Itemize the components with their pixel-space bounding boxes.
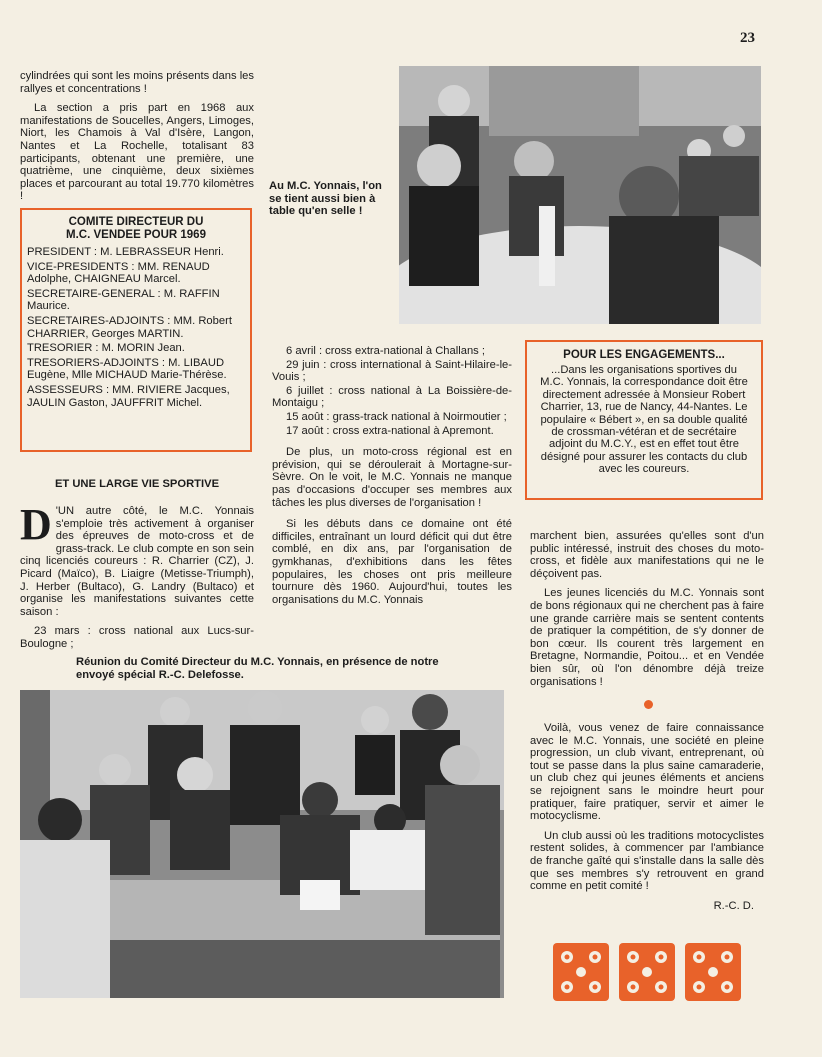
- comite-entry: VICE-PRESIDENTS : MM. RENAUD Adolphe, CHAIGNEAU Marcel.: [27, 260, 210, 286]
- photo-dinner-table: [399, 66, 761, 324]
- photo-dinner-image: [399, 66, 761, 324]
- column2-text: [272, 345, 512, 613]
- photo-caption: Réunion du Comité Directeur du M.C. Yonnais, en présence de notre envoyé spécial R.-C. Delefosse.: [76, 656, 439, 681]
- ornament-icon: [553, 943, 743, 1001]
- drop-cap: D: [20, 500, 52, 549]
- event-item: 29 juin : cross international à Saint-Hilaire-le-Vouis ;: [272, 358, 512, 384]
- event-item: 6 avril : cross extra-national à Challans ;: [286, 345, 485, 357]
- photo-committee-meeting: [20, 690, 504, 998]
- paragraph: De plus, un moto-cross régional est en prévision, qui se déroulerait à Mortagne-sur-Sèvre. On le voit, le M.C. Yonnais ne manque pas d'occasions d'occuper ses membres aux tâches les plus diverses de l'organisation !: [272, 446, 512, 509]
- paragraph: marchent bien, assurées qu'elles sont d'un public intéressé, instruit des choses du moto-cross, et fidèle aux manifestations qui ne le déçoivent pas.: [530, 530, 764, 580]
- comite-entry: SECRETAIRE-GENERAL : M. RAFFIN Maurice.: [27, 287, 220, 313]
- comite-entry: PRESIDENT : M. LEBRASSEUR Henri.: [27, 246, 224, 258]
- box-title: POUR LES ENGAGEMENTS...: [563, 349, 725, 361]
- event-item: 15 août : grass-track national à Noirmoutier ;: [286, 410, 507, 423]
- author-signature: R.-C. D.: [713, 899, 754, 912]
- photo-caption: Au M.C. Yonnais, l'on se tient aussi bien à table qu'en selle !: [269, 180, 382, 218]
- box-title: COMITE DIRECTEUR DU: [68, 216, 204, 228]
- paragraph: Les jeunes licenciés du M.C. Yonnais sont de bons régionaux qui ne cherchent pas à faire une grande carrière mais se sentent contents de pratiquer la compétition, de s'y donner de bon cœur. Ils courent très largement en Bretagne, Normandie, Poitou... et en Vendée bien sûr, où l'on dénombre déjà treize organisations !: [530, 587, 764, 688]
- paragraph: La section a pris part en 1968 aux manifestations de Soucelles, Angers, Limoges, Niort, les Chamois à Val d'Isère, Langon, Nantes et La Rochelle, totalisant 83 participants, obtenant une première, une quatrième, une cinquième, deux sixièmes places et parcourant au total 19.770 kilomètres !: [20, 102, 254, 203]
- event-item: 6 juillet : cross national à La Boissière-de-Montaigu ;: [272, 384, 512, 410]
- photo-meeting-image: [20, 690, 504, 998]
- paragraph: 23 mars : cross national aux Lucs-sur-Boulogne ;: [20, 625, 254, 650]
- column1-intro: [20, 70, 254, 210]
- decorative-ornament: [553, 943, 743, 1001]
- paragraph: Si les débuts dans ce domaine ont été difficiles, entraînant un lourd déficit qui dut être comblé, en dix ans, par l'organisation de gymkhanas, d'exhibitions dans les fêtes populaires, les choses ont pris meilleure tournure dès 1960. Aujourd'hui, toutes les organisations du M.C. Yonnais: [272, 518, 512, 606]
- column1-section-text: [20, 500, 254, 658]
- column3-lower: [530, 722, 764, 912]
- paragraph: Voilà, vous venez de faire connaissance avec le M.C. Yonnais, une société en pleine progression, un club vivant, entreprenant, où tout se passe dans la plus saine camaraderie, un club chez qui jeunes éléments et anciens se rejoignent sans le moindre heurt pour pratiquer, faire pratiquer, servir et aimer le motocyclisme.: [530, 722, 764, 823]
- paragraph: 'UN autre côté, le M.C. Yonnais s'emploie très activement à organiser des épreuves de moto-cross et de grass-track. Le club compte en son sein cinq licenciés coureurs : R. Charrier (CZ), J. Picard (Maïco), B. Liaigre (Metisse-Triumph), J. Herber (Bultaco), G. Landry (Bultaco) et organise les manifestations suivantes cette saison :: [20, 505, 254, 618]
- separator-dot: [644, 700, 653, 709]
- event-item: 17 août : cross extra-national à Apremont.: [286, 424, 494, 437]
- comite-directeur-box: [20, 208, 252, 452]
- paragraph: Un club aussi où les traditions motocyclistes restent solides, à commencer par l'ambiance de franche gaîté qui s'installe dans la salle dès que ses membres s'y retrouvent en grand comme en petit comité !: [530, 829, 764, 893]
- comite-entry: SECRETAIRES-ADJOINTS : MM. Robert CHARRIER, Georges MARTIN.: [27, 314, 232, 340]
- section-heading: ET UNE LARGE VIE SPORTIVE: [54, 478, 220, 490]
- page-number: 23: [740, 30, 755, 46]
- engagements-text: ...Dans les organisations sportives du M.C. Yonnais, la correspondance doit être directement adressée à Monsieur Robert Charrier, 13, rue de Nancy, 44-Nantes. Le populaire « Bébert », en sa double qualité de crossman-vétéran et de secrétaire adjoint du M.C.Y., est en effet tout être désigné pour assurer les contacts du club avec les coureurs.: [540, 364, 748, 476]
- engagements-box: [525, 340, 763, 500]
- paragraph: cylindrées qui sont les moins présents dans les rallyes et concentrations !: [20, 70, 254, 95]
- comite-entry: TRESORIER : M. MORIN Jean.: [27, 342, 185, 355]
- comite-list: [27, 246, 245, 409]
- box-title: M.C. VENDEE POUR 1969: [66, 229, 206, 241]
- comite-entry: TRESORIERS-ADJOINTS : M. LIBAUD Eugène, Mlle MICHAUD Marie-Thérèse.: [27, 356, 227, 382]
- comite-entry: ASSESSEURS : MM. RIVIERE Jacques, JAULIN Gaston, JAUFFRIT Michel.: [27, 383, 230, 409]
- column3-upper: [530, 530, 764, 695]
